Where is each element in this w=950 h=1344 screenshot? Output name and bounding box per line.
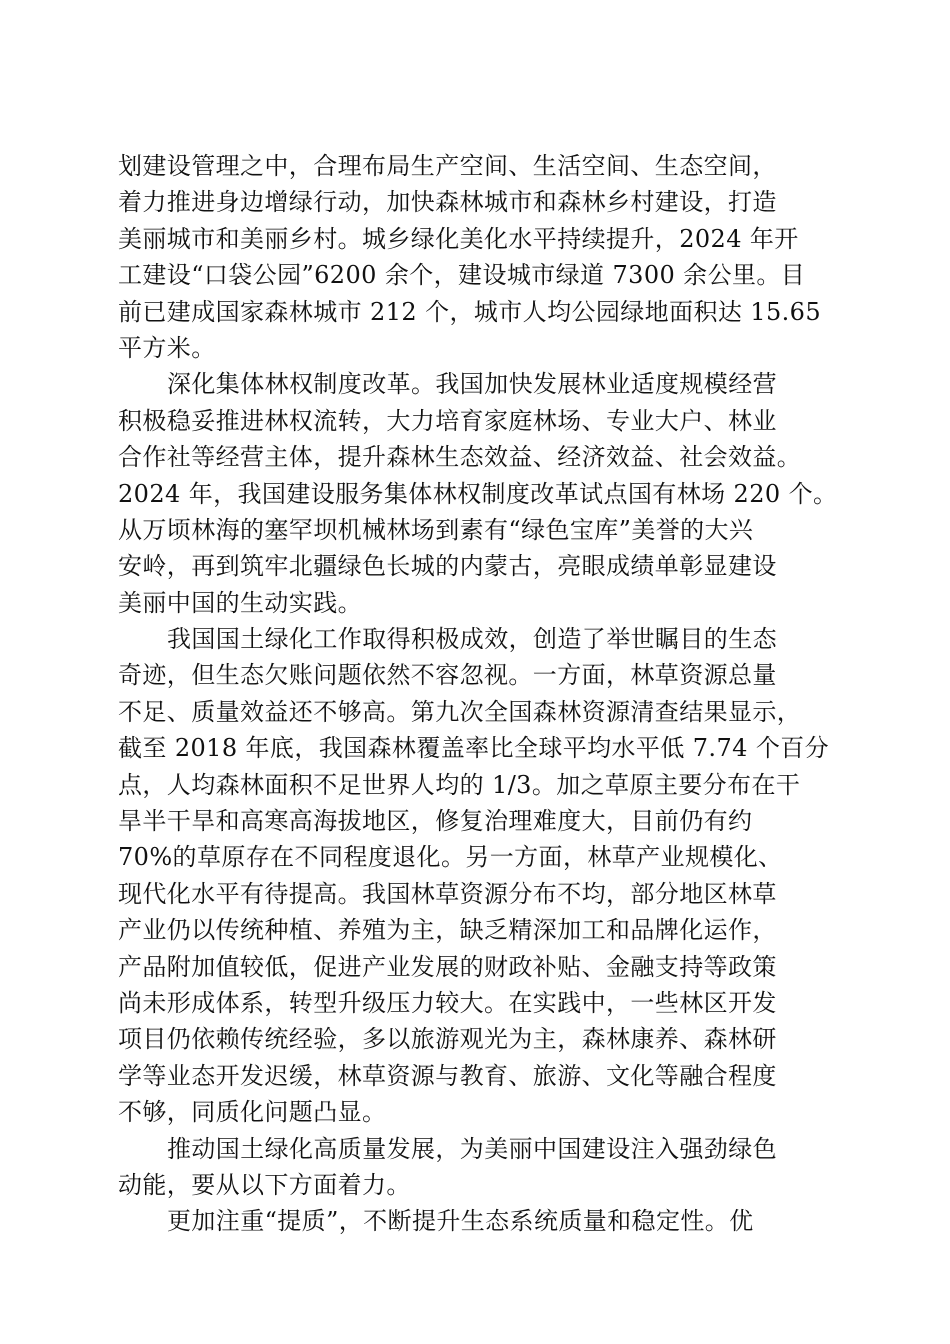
text-line: 学等业态开发迟缓，林草资源与教育、旅游、文化等融合程度 [118,1061,777,1090]
text-line: 产业仍以传统种植、养殖为主，缺乏精深加工和品牌化运作， [118,916,777,945]
text-line: 从万顷林海的塞罕坝机械林场到素有“绿色宝库”美誉的大兴 [118,515,754,544]
text-line: 产品附加值较低，促进产业发展的财政补贴、金融支持等政策 [118,952,777,981]
text-line: 美丽城市和美丽乡村。城乡绿化美化水平持续提升，2024 年开 [118,224,799,253]
text-line: 积极稳妥推进林权流转，大力培育家庭林场、专业大户、林业 [118,406,777,435]
text-line: 2024 年，我国建设服务集体林权制度改革试点国有林场 220 个。 [118,479,838,508]
text-line: 着力推进身边增绿行动，加快森林城市和森林乡村建设，打造 [118,188,777,217]
text-line: 点，人均森林面积不足世界人均的 1/3。加之草原主要分布在干 [118,770,801,799]
text-line: 现代化水平有待提高。我国林草资源分布不均，部分地区林草 [118,879,777,908]
text-line: 截至 2018 年底，我国森林覆盖率比全球平均水平低 7.74 个百分 [118,734,830,763]
text-line: 不足、质量效益还不够高。第九次全国森林资源清查结果显示， [118,697,802,726]
text-line: 安岭，再到筑牢北疆绿色长城的内蒙古，亮眼成绩单彰显建设 [118,552,777,581]
text-line: 工建设“口袋公园”6200 余个，建设城市绿道 7300 余公里。目 [118,261,806,290]
text-line: 前已建成国家森林城市 212 个，城市人均公园绿地面积达 15.65 [118,297,822,326]
text-line: 旱半干旱和高寒高海拔地区，修复治理难度大，目前仍有约 [118,807,753,836]
text-line: 平方米。 [118,333,216,362]
text-line: 划建设管理之中，合理布局生产空间、生活空间、生态空间， [118,152,777,180]
text-line: 美丽中国的生动实践。 [118,588,362,617]
text-line: 奇迹，但生态欠账问题依然不容忽视。一方面，林草资源总量 [118,661,777,690]
text-line: 项目仍依赖传统经验，多以旅游观光为主，森林康养、森林研 [118,1025,777,1054]
text-line: 70%的草原存在不同程度退化。另一方面，林草产业规模化、 [118,843,783,872]
paragraph-first-line: 更加注重“提质”，不断提升生态系统质量和稳定性。优 [167,1207,754,1236]
article-body [118,148,838,1240]
text-line: 尚未形成体系，转型升级压力较大。在实践中，一些林区开发 [118,988,777,1017]
paragraph-first-line: 我国国土绿化工作取得积极成效，创造了举世瞩目的生态 [167,625,777,654]
text-line: 不够，同质化问题凸显。 [118,1098,387,1127]
paragraph-first-line: 深化集体林权制度改革。我国加快发展林业适度规模经营 [167,370,777,399]
text-line: 动能，要从以下方面着力。 [118,1170,411,1199]
text-line: 合作社等经营主体，提升森林生态效益、经济效益、社会效益。 [118,443,802,472]
paragraph-first-line: 推动国土绿化高质量发展，为美丽中国建设注入强劲绿色 [167,1134,777,1163]
